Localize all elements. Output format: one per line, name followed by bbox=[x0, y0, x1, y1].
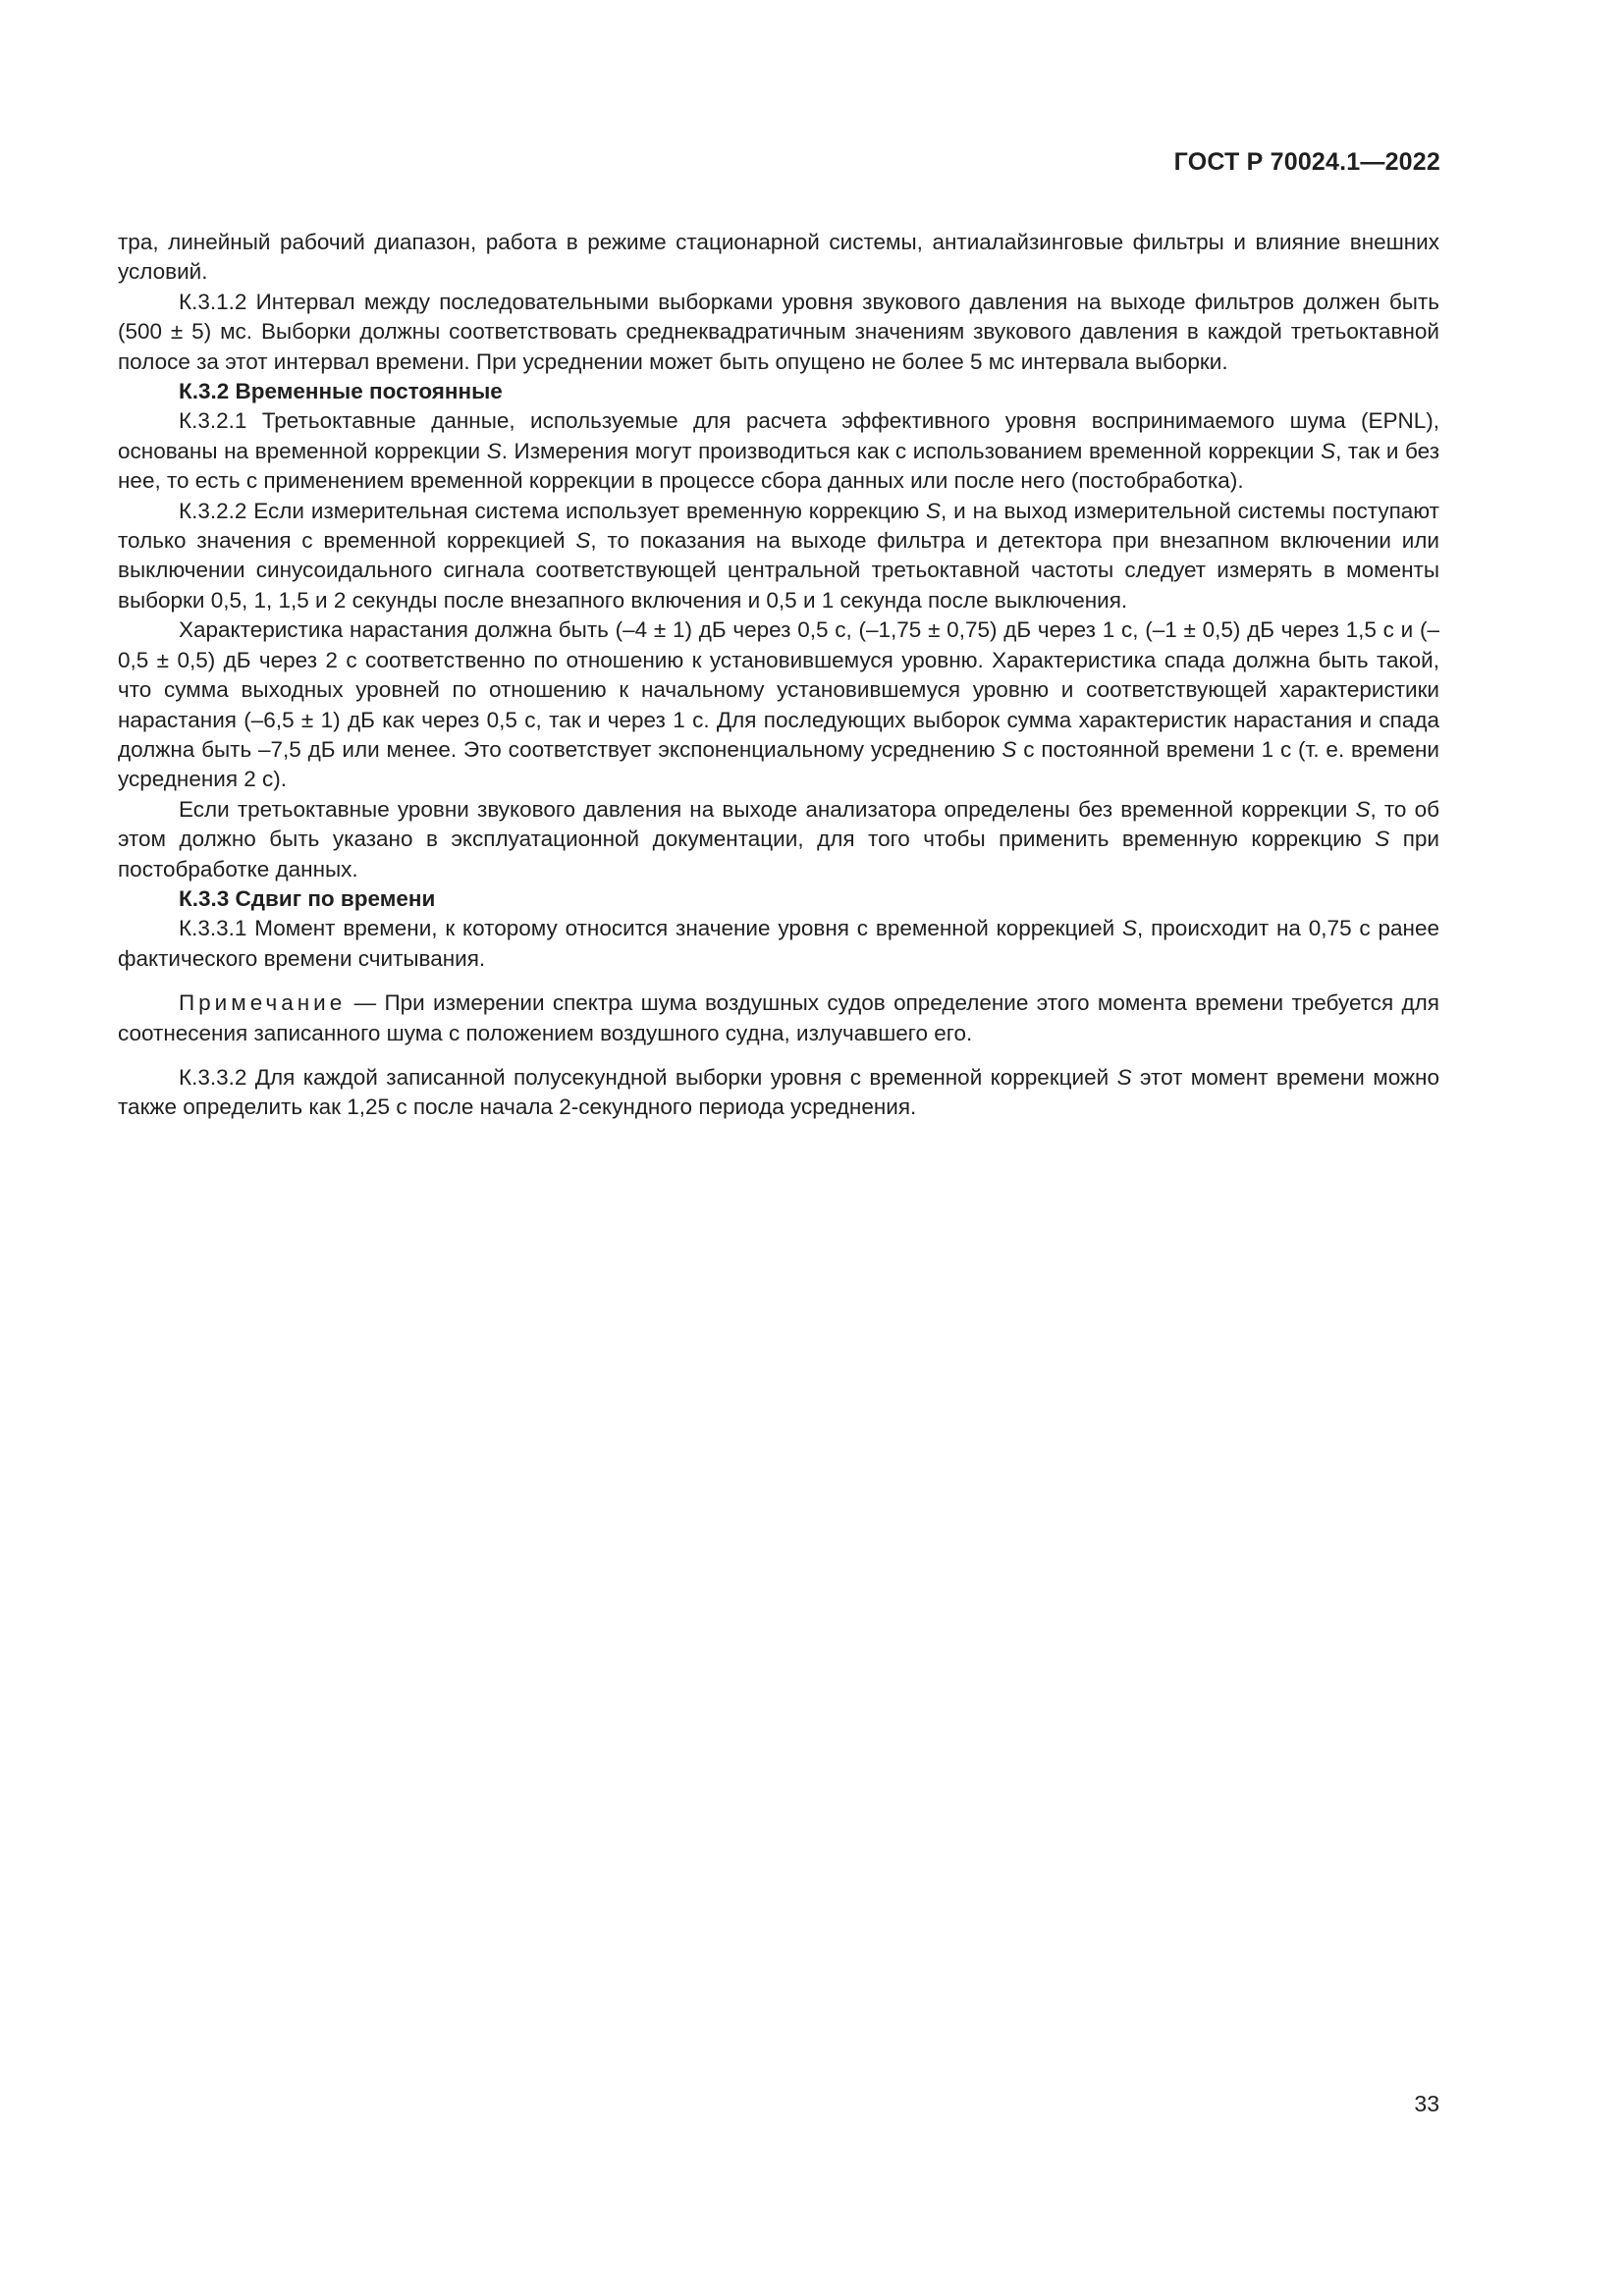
section-heading-k-3-2: К.3.2 Временные постоянные bbox=[179, 379, 503, 404]
text-run: К.3.2.2 Если измерительная система использует временную коррекцию bbox=[179, 498, 927, 523]
symbol-s: S bbox=[926, 498, 942, 523]
symbol-s: S bbox=[1116, 1064, 1132, 1090]
symbol-s: S bbox=[1321, 438, 1336, 463]
text-run: , то показания на выходе фильтра и детектора при внезапном включении или выключении синусоидального сигнала соответствующей центральной третьоктавной частоты следует измерять в моменты выборки 0,5, 1, 1,5 и 2 секунды после внезапного включения и 0,5 и 1 секунда после выключения. bbox=[118, 528, 1439, 613]
text-run: , так и без нее, то есть с применением временной коррекции в процессе сбора данных или после него (постобработка). bbox=[118, 438, 1440, 494]
symbol-s: S bbox=[1375, 827, 1390, 852]
text-run: Если третьоктавные уровни звукового давления на выходе анализатора определены без временной коррекции bbox=[179, 796, 1356, 822]
text-run: этот момент времени можно также определить как 1,25 с после начала 2-секундного периода усреднения. bbox=[118, 1064, 1439, 1120]
document-code-header: ГОСТ Р 70024.1—2022 bbox=[1173, 148, 1440, 176]
text-run: К.3.2.1 Третьоктавные данные, используемые для расчета эффективного уровня воспринимаемого шума (EPNL), основаны на временной коррекции bbox=[118, 408, 1439, 463]
paragraph-k-3-1-2: К.3.1.2 Интервал между последовательными выборками уровня звукового давления на выходе фильтров должен быть (500 ± 5) мс. Выборки должны соответствовать среднеквадратичным значениям звукового давления в каждой третьоктавной полосе за этот интервал времени. При усреднении может быть опущено не более 5 мс интервала выборки. bbox=[118, 289, 1439, 374]
symbol-s: S bbox=[1122, 916, 1138, 941]
paragraph-rise-characteristic bbox=[118, 615, 1439, 794]
text-run: К.3.3.2 Для каждой записанной полусекундной выборки уровня с временной коррекцией bbox=[179, 1064, 1117, 1090]
text-run: при постобработке данных. bbox=[118, 827, 1439, 881]
paragraph-k-3-2-1 bbox=[118, 406, 1439, 496]
page-number: 33 bbox=[1414, 2091, 1439, 2116]
symbol-s: S bbox=[575, 528, 591, 554]
text-run: с постоянной времени 1 с (т. е. времени усреднения 2 с). bbox=[118, 736, 1439, 792]
paragraph-continuation: тра, линейный рабочий диапазон, работа в режиме стационарной системы, антиалайзинговые фильтры и влияние внешних условий. bbox=[118, 230, 1439, 285]
paragraph-no-time-correction bbox=[118, 795, 1439, 884]
text-run: , и на выход измерительной системы поступают только значения с временной коррекцией bbox=[118, 498, 1439, 554]
document-body bbox=[118, 228, 1439, 1123]
symbol-s: S bbox=[1001, 736, 1017, 762]
section-heading-k-3-3: К.3.3 Сдвиг по времени bbox=[179, 885, 436, 911]
text-run: , то об этом должно быть указано в эксплуатационной документации, для того чтобы применить временную коррекцию bbox=[118, 796, 1439, 852]
paragraph-k-3-3-2 bbox=[118, 1063, 1439, 1123]
note-text: — При измерении спектра шума воздушных судов определение этого момента времени требуется для соотнесения записанного шума с положением воздушного судна, излучавшего его. bbox=[118, 990, 1439, 1045]
paragraph-k-3-2-2 bbox=[118, 497, 1439, 616]
symbol-s: S bbox=[1355, 796, 1371, 822]
note-label: Примечание bbox=[179, 990, 347, 1016]
paragraph-k-3-3-1 bbox=[118, 914, 1439, 974]
symbol-s: S bbox=[486, 438, 502, 463]
note-paragraph bbox=[118, 988, 1439, 1048]
text-run: . Измерения могут производиться как с использованием временной коррекции bbox=[501, 438, 1322, 463]
text-run: Характеристика нарастания должна быть (–4 ± 1) дБ через 0,5 с, (–1,75 ± 0,75) дБ через 1 с, (–1 ± 0,5) дБ через 1,5 с и (–0,5 ± 0,5) дБ через 2 с соответственно по отношению к установившемуся уровню. Характеристика спада должна быть такой, что сумма выходных уровней по отношению к начальному установившемуся уровню и соответствующей характеристики нарастания (–6,5 ± 1) дБ как через 0,5 с, так и через 1 с. Для последующих выборок сумма характеристик нарастания и спада должна быть –7,5 дБ или менее. Это соответствует экспоненциальному усреднению bbox=[118, 617, 1439, 762]
text-run: К.3.3.1 Момент времени, к которому относится значение уровня с временной коррекцией bbox=[179, 916, 1122, 941]
text-run: , происходит на 0,75 с ранее фактического времени считывания. bbox=[118, 916, 1440, 971]
